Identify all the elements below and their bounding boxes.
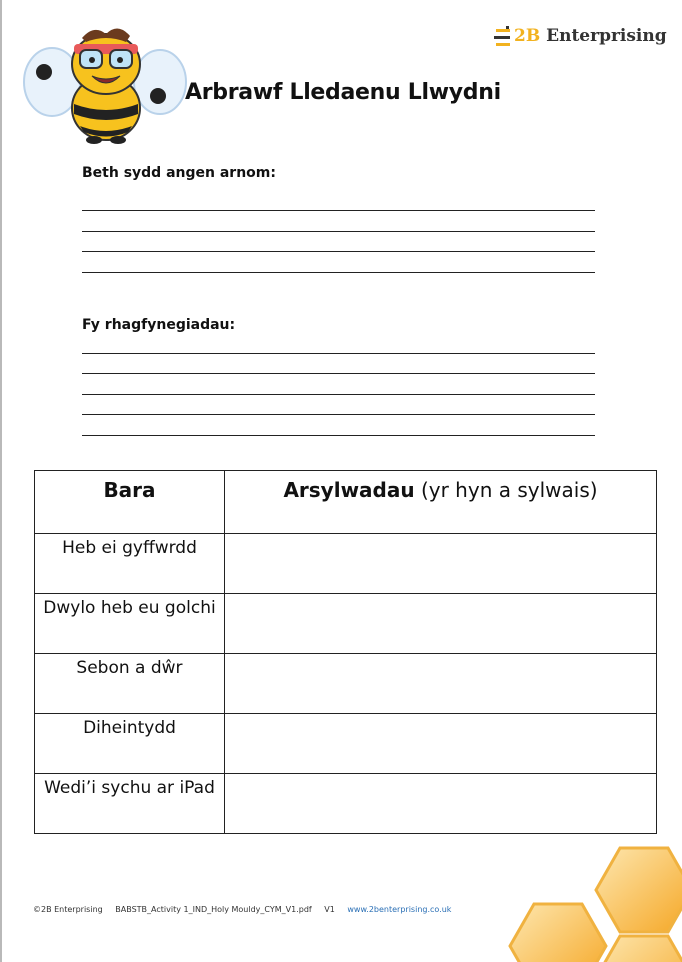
predictions-line	[82, 353, 595, 354]
observations-table	[34, 470, 657, 834]
table-header-row	[35, 471, 657, 534]
predictions-line	[82, 414, 595, 415]
predictions-label: Fy rhagfynegiadau:	[82, 317, 236, 333]
header-observations	[225, 471, 657, 534]
footer-url[interactable]: www.2benterprising.co.uk	[347, 905, 452, 914]
row-label: Heb ei gyffwrdd	[35, 534, 225, 594]
honeycomb-decoration	[490, 840, 682, 962]
logo-word: Enterprising	[540, 26, 667, 46]
footer-filename: BABSTB_Activity 1_IND_Holy Mouldy_CYM_V1.pdf	[115, 905, 312, 914]
page-title: Arbrawf Lledaenu Llwydni	[185, 80, 501, 105]
predictions-line	[82, 435, 595, 436]
observation-cell[interactable]	[225, 594, 657, 654]
table-row	[35, 714, 657, 774]
table-row	[35, 534, 657, 594]
page-border	[0, 0, 2, 962]
observation-cell[interactable]	[225, 774, 657, 834]
needs-line	[82, 231, 595, 232]
bee-mascot-icon	[22, 20, 188, 144]
footer-copyright: ©2B Enterprising	[33, 905, 103, 914]
needs-line	[82, 251, 595, 252]
table-row	[35, 654, 657, 714]
predictions-line	[82, 394, 595, 395]
header-bread: Bara	[35, 471, 225, 534]
observation-cell[interactable]	[225, 534, 657, 594]
predictions-line	[82, 373, 595, 374]
observation-cell[interactable]	[225, 654, 657, 714]
observation-cell[interactable]	[225, 714, 657, 774]
row-label: Wedi’i sychu ar iPad	[35, 774, 225, 834]
brand-logo-icon	[494, 26, 512, 50]
row-label: Dwylo heb eu golchi	[35, 594, 225, 654]
table-row	[35, 594, 657, 654]
needs-line	[82, 272, 595, 273]
needs-line	[82, 210, 595, 211]
row-label: Sebon a dŵr	[35, 654, 225, 714]
needs-label: Beth sydd angen arnom:	[82, 165, 276, 181]
header-observations-bold: Arsylwadau	[283, 478, 415, 502]
header-observations-note: (yr hyn a sylwais)	[414, 478, 598, 502]
brand-logo-text	[514, 26, 667, 46]
table-row	[35, 774, 657, 834]
logo-number: 2B	[514, 26, 541, 46]
brand-logo	[494, 22, 667, 54]
footer	[33, 905, 461, 914]
footer-version: V1	[324, 905, 335, 914]
row-label: Diheintydd	[35, 714, 225, 774]
